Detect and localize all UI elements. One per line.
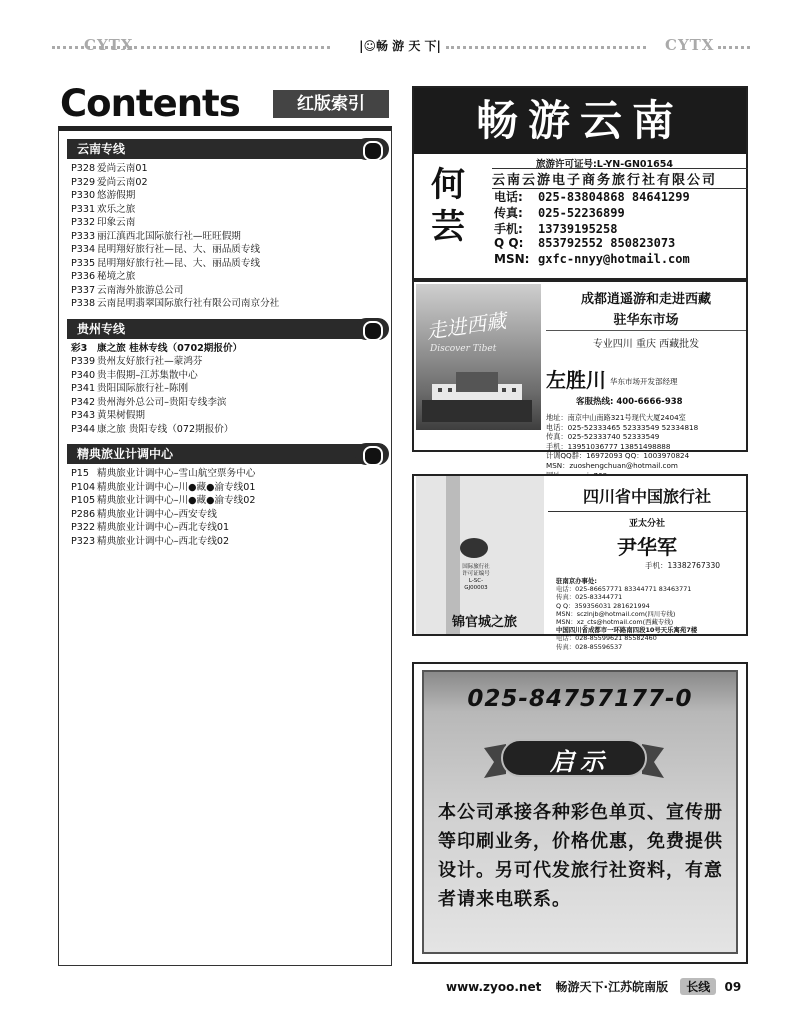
- index-entry[interactable]: [71, 467, 391, 481]
- index-entry[interactable]: [71, 297, 391, 311]
- index-entry[interactable]: [71, 176, 391, 190]
- ad-chengdu-contact: 左胜川 华东市场开发部经理: [546, 368, 678, 392]
- info-line: MSN：xz_cts@hotmail.com(西藏专线): [556, 618, 674, 627]
- ad-print-phone: 025-84757177-0: [467, 686, 693, 712]
- index-page-number: 彩3: [71, 342, 88, 354]
- footer-page-number: 09: [724, 980, 742, 994]
- info-line: 驻南京办事处:: [556, 577, 597, 585]
- index-page-number: P342: [71, 396, 96, 408]
- section-title: 云南专线: [77, 142, 126, 156]
- cits-logo-icon: [460, 538, 488, 558]
- ad-yunnan-license: 旅游许可证号:L-YN-GN01654: [536, 159, 673, 170]
- index-page-number: P332: [71, 217, 96, 228]
- index-entry-text: 精典旅业计调中心–西北专线01: [97, 522, 230, 533]
- ad-print-notice-title: 启示: [550, 747, 610, 776]
- ad-print-text: 本公司承接各种彩色单页、宣传册等印刷业务，价格优惠，免费提供设计。另可代发旅行社资料，有意者请来电联系。: [438, 802, 723, 910]
- index-page-number: P336: [71, 271, 96, 282]
- info-line: 电话：025-52333465 52333549 52334818: [546, 422, 699, 432]
- header-brand-left: CYTX: [84, 36, 134, 54]
- ad-sichuan-cits: [412, 474, 748, 651]
- index-entry[interactable]: [71, 189, 391, 203]
- header-dots-left-2: [134, 46, 330, 50]
- index-entry-text: 贵州友好旅行社—蒙鸿芬: [97, 356, 203, 367]
- index-entry-text: 贵阳国际旅行社–陈刚: [97, 383, 189, 394]
- header-brand-right: CYTX: [665, 36, 715, 54]
- ad-sichuan-branch: 亚太分社: [628, 519, 665, 529]
- index-entry[interactable]: [71, 243, 391, 257]
- index-page-number: P335: [71, 257, 96, 269]
- index-entry-text: 爱尚云南01: [97, 163, 148, 174]
- ad-yunnan-body: [414, 154, 746, 278]
- index-page-number: P322: [71, 522, 96, 533]
- index-entry-text: 印象云南: [97, 217, 136, 228]
- info-line: 电话：025-86657771 83344771 83463771: [556, 585, 692, 594]
- section-header: [67, 139, 383, 159]
- index-entry[interactable]: [71, 521, 391, 535]
- index-entry-text: 黄果树假期: [97, 410, 145, 421]
- index-entry[interactable]: [71, 355, 391, 369]
- info-line: 手机：13951036777 13851498888: [546, 441, 671, 451]
- index-entry[interactable]: [71, 230, 391, 244]
- ad-chengdu-line3: 专业四川 重庆 西藏批发: [592, 339, 700, 350]
- ad-yunnan-title: 畅游云南: [414, 88, 746, 154]
- ad-yunnan-row: MSN: gxfc-nnyy@hotmail.com: [494, 252, 690, 266]
- tibet-photo: [416, 284, 541, 430]
- footer-site[interactable]: www.zyoo.net: [446, 980, 542, 994]
- ad-yunnan-row: 手机: 13739195258: [494, 222, 618, 236]
- ad-yunnan-row: 电话: 025-83804868 84641299: [494, 190, 690, 204]
- index-page-number: P340: [71, 369, 96, 381]
- index-page-number: P334: [71, 244, 96, 255]
- index-entry-text: 精典旅业计调中心–川●藏●渝专线02: [97, 495, 256, 506]
- ad-yunnan-row: Q Q: 853792552 850823073: [494, 236, 676, 250]
- ad-sichuan-side: [416, 476, 544, 634]
- index-page-number: P105: [71, 495, 96, 506]
- index-entry[interactable]: [71, 257, 391, 271]
- index-entry-text: 贵州海外总公司–贵阳专线李滨: [97, 396, 227, 408]
- info-line: Q Q：359356031 281621994: [556, 601, 650, 610]
- index-entry-text: 精典旅业计调中心–西安专线: [97, 508, 217, 520]
- ad-chengdu-line1: 成都逍遥游和走进西藏: [580, 292, 711, 307]
- info-line: 传真：025-83344771: [556, 593, 623, 602]
- ad-chengdu-hotline: 客服热线: 400-6666-938: [576, 397, 683, 407]
- ad-sichuan-name: 尹华军: [617, 535, 677, 559]
- index-entry-text: 悠游假期: [97, 190, 136, 201]
- index-entry-text: 欢乐之旅: [97, 203, 136, 215]
- index-panel: [58, 126, 392, 966]
- index-entry[interactable]: [71, 203, 391, 217]
- ad-chengdu-text: [546, 282, 746, 480]
- index-page-number: P323: [71, 535, 96, 547]
- cits-logo-caption: [460, 564, 492, 592]
- info-line: MSN：zuoshengchuan@hotmail.com: [546, 460, 678, 470]
- ad-yunnan: [412, 86, 748, 280]
- index-entry[interactable]: [71, 396, 391, 410]
- index-entry[interactable]: [71, 382, 391, 396]
- index-entry[interactable]: [71, 162, 391, 176]
- section-bullet-icon: [355, 443, 389, 465]
- section-header: [67, 319, 383, 339]
- header-dots-right: [446, 46, 646, 50]
- ad-sichuan-info: [556, 577, 746, 651]
- logo-caption-line: 许可证编号: [462, 571, 490, 577]
- info-line: 电话：028-85599621 85582460: [556, 634, 657, 643]
- index-entry-text: 爱尚云南02: [97, 176, 148, 188]
- index-entry-text: 精典旅业计调中心–川●藏●渝专线01: [97, 481, 256, 493]
- index-sections: [59, 139, 391, 548]
- index-page-number: P331: [71, 203, 96, 215]
- index-page-number: P328: [71, 163, 96, 174]
- index-entry[interactable]: [71, 481, 391, 495]
- ad-print-inner: [422, 670, 738, 954]
- page-footer: [446, 978, 741, 995]
- section-bullet-icon: [355, 318, 389, 340]
- info-line: 计调QQ群：16972093 QQ：1003970824: [546, 451, 690, 461]
- info-line: MSN：sczlnjb@hotmail.com(四川专线): [556, 609, 676, 618]
- section-bullet-icon: [355, 138, 389, 160]
- section-title: 精典旅业计调中心: [77, 447, 174, 461]
- logo-caption-line: 国际旅行社: [462, 564, 490, 570]
- info-line: 传真：025-52333740 52333549: [546, 432, 660, 442]
- info-line: 传真：028-85596537: [556, 642, 623, 651]
- info-line: 中国四川省成都市一环路南四段10号天乐寓苑7楼: [556, 626, 698, 635]
- index-page-number: P286: [71, 508, 96, 520]
- potala-palace-icon: [422, 366, 532, 422]
- ad-sichuan-slogan: 锦官城之旅: [452, 615, 518, 630]
- index-page-number: P343: [71, 410, 96, 421]
- index-page-number: P329: [71, 176, 96, 188]
- ad-print-notice: [412, 662, 748, 964]
- index-page-number: P339: [71, 356, 96, 367]
- ad-sichuan-head: 四川省中国旅行社: [548, 484, 746, 512]
- index-list: [59, 467, 391, 548]
- index-entry-text: 云南海外旅游总公司: [97, 284, 184, 296]
- index-page-number: P15: [71, 468, 89, 479]
- index-page-number: P333: [71, 230, 96, 242]
- footer-edition: 畅游天下·江苏皖南版: [555, 980, 669, 994]
- header-center-title: |☺畅 游 天 下|: [359, 39, 441, 53]
- red-index-tag: 红版索引: [273, 90, 389, 118]
- index-entry-text: 贵丰假期–江苏集散中心: [97, 369, 198, 381]
- tibet-calligraphy: 走进西藏: [424, 308, 508, 344]
- index-entry[interactable]: [71, 494, 391, 508]
- index-entry-text: 云南昆明翡翠国际旅行社有限公司南京分社: [97, 298, 280, 309]
- index-entry-text: 昆明翔好旅行社—昆、大、丽品质专线: [97, 257, 261, 269]
- index-page-number: P104: [71, 481, 96, 493]
- index-entry[interactable]: [71, 284, 391, 298]
- index-entry-text: 精典旅业计调中心–雪山航空票务中心: [97, 468, 256, 479]
- index-entry-text: 昆明翔好旅行社—昆、大、丽品质专线: [97, 244, 261, 255]
- ad-chengdu-info: [546, 413, 746, 480]
- index-entry-text: 康之旅 贵阳专线（072期报价）: [97, 423, 234, 435]
- index-entry-text: 丽江滇西北国际旅行社—旺旺假期: [97, 230, 241, 242]
- index-entry-text: 康之旅 桂林专线（0702期报价）: [97, 342, 243, 354]
- ad-chengdu: [412, 280, 748, 470]
- info-line: 地址：南京中山南路321号现代大厦2404室: [546, 413, 686, 422]
- section-header: [67, 444, 383, 464]
- ad-yunnan-company: 云南云游电子商务旅行社有限公司: [492, 168, 748, 189]
- index-entry[interactable]: [71, 409, 391, 423]
- index-entry-text: 精典旅业计调中心–西北专线02: [97, 535, 230, 547]
- header-dots-right-2: [718, 46, 750, 50]
- index-page-number: P337: [71, 284, 96, 296]
- ad-sichuan-mobile: 手机：13382767330: [645, 561, 720, 570]
- index-page-number: P338: [71, 298, 96, 309]
- index-entry[interactable]: [71, 270, 391, 284]
- ad-chengdu-line2: 驻华东市场: [546, 309, 746, 331]
- ad-sichuan-card: [548, 476, 746, 651]
- index-entry[interactable]: [71, 423, 391, 437]
- ad-yunnan-row: 传真: 025-52236899: [494, 206, 625, 220]
- section-title: 贵州专线: [77, 321, 126, 336]
- index-entry[interactable]: [71, 535, 391, 549]
- index-entry-text: 秘境之旅: [97, 271, 136, 282]
- index-list: [59, 342, 391, 437]
- index-page-number: P341: [71, 383, 96, 394]
- index-entry[interactable]: [71, 216, 391, 230]
- ad-yunnan-person: 何芸: [431, 165, 465, 247]
- footer-badge: 长线: [680, 978, 716, 995]
- index-entry[interactable]: [71, 369, 391, 383]
- index-page-number: P344: [71, 423, 96, 435]
- index-entry[interactable]: [71, 342, 391, 356]
- discover-tibet-text: Discover Tibet: [430, 344, 497, 354]
- contents-title: Contents: [60, 82, 240, 125]
- index-entry[interactable]: [71, 508, 391, 522]
- index-page-number: P330: [71, 190, 96, 201]
- logo-caption-line: L-SC-GJ00003: [464, 578, 488, 591]
- index-list: [59, 162, 391, 311]
